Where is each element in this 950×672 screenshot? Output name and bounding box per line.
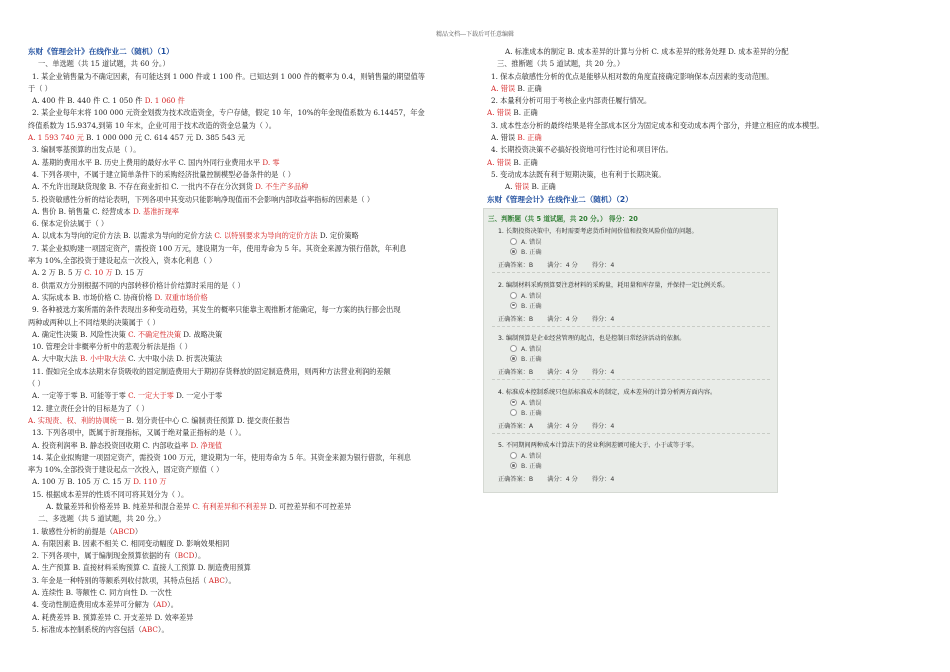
answer-option[interactable] [510,451,541,460]
result-line [498,421,628,430]
result-item: 正确答案：B [498,262,534,269]
line-text: 3. 年金是一种特别的等额系列收付款项，其特点包括（ [32,575,209,585]
line-text: 4. 长期投资决策不必搞好投资地可行性讨论和项目评估。 [491,145,673,155]
result-item: 满分：4 分 [547,369,578,376]
text-line [487,120,907,132]
option-label: B. 正确 [521,409,542,417]
text-line [28,440,468,452]
answer-highlight: D. 基准折现率 [132,206,179,216]
text-line [28,58,468,70]
answer-option[interactable] [510,237,541,246]
text-line [28,599,468,611]
line-text-tail: B. 正确 [529,182,556,192]
answer-highlight: A. 1 593 740 元 [28,133,84,143]
answer-highlight: A. 错误 [487,108,512,118]
answer-highlight: D. 110 万 [133,477,167,487]
line-text: A. 不允许出现缺货现象 B. 不存在商业折扣 C. 一批内不存在分次到货 [32,182,256,192]
answer-highlight: C. 不确定性决策 [128,329,182,339]
answer-highlight: C. 10 万 [84,268,113,278]
radio-icon[interactable] [510,462,517,469]
text-line [487,46,907,58]
text-line [28,194,468,206]
text-line [487,83,907,95]
result-line [498,260,628,269]
answer-highlight: ABCD [113,526,135,536]
text-line [28,575,468,587]
text-line [28,390,468,402]
line-text: A. 实际成本 B. 市场价格 C. 协商价格 [32,292,155,302]
text-line [28,120,468,132]
text-line [28,403,468,415]
question-text: 3. 编制预算是企业经营管理的起点，也是控制日常经济活动的依据。 [498,335,686,342]
text-line [487,107,907,119]
text-line [28,181,468,193]
text-line [487,169,907,181]
text-line [28,513,468,525]
answer-highlight: AD [156,600,168,610]
line-text: 东财《管理会计》在线作业二（随机）（2） [487,194,633,204]
text-line [28,169,468,181]
answer-highlight: C. 一定大于零 [128,391,174,401]
answer-option[interactable] [510,354,542,363]
text-line [28,476,468,488]
line-text: 11. 假如完全成本法期末存货吸收的固定制造费用大于期初存货释放的固定制造费用，则两种方法营业利润的差额 [32,366,391,376]
text-line [28,452,468,464]
text-line [28,526,468,538]
line-text: 4. 下列各项中，不属于建立简单条件下的采购经济批量控制模型必备条件的是（ ） [32,169,295,179]
text-line [487,144,907,156]
line-text-tail: ）。 [194,551,206,561]
answer-highlight: ABC [141,624,158,634]
radio-icon[interactable] [510,238,517,245]
result-line [498,474,628,483]
line-text: 12. 建立责任会计的目标是为了（ ） [32,403,149,413]
result-item: 得分：4 [591,422,615,430]
answer-highlight: A. 错误 [487,157,512,167]
line-text: A. 400 件 B. 440 件 C. 1 050 件 [32,96,145,106]
option-label: A. 错误 [521,292,542,300]
line-text: 二、多选题（共 5 道试题，共 20 分。） [38,514,166,524]
text-line [28,378,468,390]
divider [492,326,770,327]
line-text: 2. 本量利分析可用于考核企业内部责任履行情况。 [491,96,652,106]
option-label: A. 错误 [521,346,542,353]
text-line [28,243,468,255]
text-line [28,562,468,574]
line-text-tail: ） [134,526,143,536]
text-line [487,157,907,169]
answer-highlight: B. 小中取大法 [79,354,126,364]
line-text: 7. 某企业拟购建一项固定资产，需投资 100 万元，建设期为一年，使用寿命为 5 年。其资金来源为银行借款，年利息 [32,243,407,253]
text-line [28,612,468,624]
text-line [28,489,468,501]
line-text: 终值系数为 15.9374,到第 10 年末，企业可用于技术改造的资金总量为（ ）。 [28,120,276,130]
line-text: A. 一定等于零 B. 可能等于零 [32,391,129,401]
result-item: 满分：4 分 [547,422,578,430]
answer-highlight: A. 实现责、权、利的协调统一 [28,415,125,425]
result-item: 满分：4 分 [547,262,578,269]
result-item: 得分：4 [591,369,615,376]
line-text: 14. 某企业拟购建一项固定资产，需投资 100 万元，建设期为一年，使用寿命为 5 年。其资金来源为银行借款，年利息 [32,452,411,462]
text-line [28,624,468,636]
line-text-tail: B. 正确 [515,83,542,93]
text-line [487,58,907,70]
line-text: 3. 成本性态分析的最终结果是将全部成本区分为固定成本和变动成本两个部分，并建立相应的成本模型。 [491,120,824,130]
line-text: 3. 编制零基预算的出发点是（ ）。 [32,145,141,155]
result-item: 得分：4 [591,262,615,269]
line-text: 两种或两种以上不同结果的决策属于（ ） [28,317,160,327]
text-line [28,267,468,279]
answer-option[interactable] [510,301,542,310]
line-text-tail: D. 战略决策 [181,329,223,339]
text-line [28,107,468,119]
radio-icon[interactable] [510,345,517,352]
answer-highlight: ABC [208,575,225,585]
line-text: A. 投资利润率 B. 静态投资回收期 C. 内部收益率 [32,440,191,450]
option-label: A. 错误 [521,239,542,246]
line-text: 2. 某企业每年末将 100 000 元资金划拨为技术改造资金，专户存储，假定 10 年，10%的年金现值系数为 6.14457，年金 [32,108,425,118]
question-text: 5. 不同期间两种成本计算法下的营业利润差额可能大于、小于或等于零。 [498,442,698,449]
option-label: B. 正确 [521,463,542,470]
line-text: A. 数量差异和价格差异 B. 纯差异和混合差异 [46,501,193,511]
text-line [28,341,468,353]
radio-icon[interactable] [510,302,517,309]
result-item: 满分：4 分 [547,476,578,483]
text-line [28,218,468,230]
answer-option[interactable] [510,291,541,300]
result-line [498,314,628,323]
line-text: A. 标准成本的制定 B. 成本差异的计算与分析 C. 成本差异的账务处理 D. 成本差异的分配 [505,47,789,56]
line-text: A. 有限因素 B. 因素不相关 C. 相同变动幅度 D. 影响效果相同 [32,538,230,548]
text-line [28,157,468,169]
text-line [28,280,468,292]
radio-icon[interactable] [510,409,517,416]
answer-highlight: D. 零 [262,157,280,167]
answer-highlight: D. 净现值 [190,440,223,450]
line-text: A. 以成本为导向的定价方法 B. 以需求为导向的定价方法 [32,231,215,241]
line-text-tail: B. 1 000 000 元 C. 614 457 元 D. 385 543 元 [83,133,245,143]
text-line [487,71,907,83]
answer-highlight: A. 错误 [491,83,516,93]
answer-highlight: C. 以特别要求为导向的定价方法 [214,231,318,241]
text-line [28,255,468,267]
divider [492,379,770,380]
text-line [28,464,468,476]
line-text: A. 连续性 B. 等额性 C. 同方向性 D. 一次性 [32,588,172,598]
line-text: 1. 敏感性分析的前提是（ [32,526,114,536]
radio-icon[interactable] [510,452,517,459]
text-line [28,83,468,95]
answer-option[interactable] [510,461,542,470]
line-text: 5. 标准成本控制系统的内容包括（ [32,624,142,634]
question-text: 2. 编制材料采购预算要注意材料的采购量，耗用量和库存量，并保持一定比例关系。 [498,281,729,289]
text-line [28,304,468,316]
option-label: B. 正确 [521,356,542,363]
text-line [28,366,468,378]
answer-option[interactable] [510,247,542,256]
line-text: 一、单选题（共 15 道试题，共 60 分。） [38,59,170,69]
line-text: A. 大中取大法 [32,354,80,364]
question-text: 1. 长期投资决策中，有时需要考虑货币时间价值和投资风险价值的问题。 [498,228,698,235]
line-text-tail: ）。 [224,575,236,585]
exam-result-panel [483,208,778,493]
line-text: （ ） [28,379,45,389]
text-line [28,501,468,513]
line-text-tail: D. 可控差异和不可控差异 [266,501,352,511]
line-text: 6. 保本定价法属于（ ） [32,219,109,229]
line-text: 三、推断题（共 5 道试题，共 20 分。） [497,59,625,69]
option-label: B. 正确 [521,249,542,256]
line-text: 13. 下列各项中，既属于折现指标，又属于绝对量正指标的是（ ）。 [32,428,246,438]
answer-highlight: B. 正确 [517,133,542,143]
line-text-tail: D. 定价策略 [317,231,359,241]
line-text-tail: D. 一定小于零 [173,391,223,401]
radio-icon[interactable] [510,355,517,362]
page-header: 精品文档---下载后可任意编辑 [435,31,515,38]
line-text: 率为 10%,全部投资于建设起点一次投入，固定资产原值（ ） [28,465,224,475]
line-text: 5. 投资敏感性分析的结论表明，下列各项中其变动只能影响净现值而不会影响内部收益率指标的因素是（ ） [32,194,375,204]
line-text: 率为 10%,全部投资于建设起点一次投入，资本化利息（ ） [28,256,217,266]
radio-icon[interactable] [510,248,517,255]
line-text: A. 错误 [491,133,518,143]
line-text: 10. 管理会计非概率分析中的悲观分析法是指（ ） [32,342,192,352]
line-text: A. 2 万 B. 5 万 [32,268,85,278]
line-text: A. 售价 B. 销售量 C. 经营成本 [32,206,133,216]
text-line [28,230,468,242]
line-text: 2. 下列各项中，属于编制现金预算依据的有（ [32,551,178,561]
line-text-tail: ）。 [157,624,169,634]
text-line [28,132,468,144]
result-item: 正确答案：A [498,422,534,430]
section-title [28,46,468,58]
line-text: 5. 变动成本法既有利于短期决策，也有利于长期决策。 [491,169,666,179]
text-line [487,95,907,107]
answer-highlight: C. 有利差异和不利差异 [192,501,267,511]
text-line [28,95,468,107]
divider [492,433,770,434]
line-text-tail: C. 大中取小法 D. 折衷决策法 [125,354,223,364]
line-text: A. 确定性决策 B. 风险性决策 [32,329,129,339]
left-column [28,46,468,636]
text-line [28,538,468,550]
text-line [28,550,468,562]
line-text: 9. 各种被选方案所需的条件表现出多种变动趋势，其发生的概率只能靠主观推断才能确定，每一方案的执行都会出现 [32,305,401,315]
line-text: A. 100 万 B. 105 万 C. 15 万 [32,477,134,487]
result-item: 得分：4 [591,476,615,483]
text-line [28,206,468,218]
line-text: 东财《管理会计》在线作业二（随机）（1） [28,47,174,56]
answer-option[interactable] [510,408,542,417]
answer-highlight: D. 1 060 件 [144,96,185,106]
line-text-tail: B. 正确 [511,108,538,118]
line-text-tail: D. 15 万 [112,268,144,278]
text-line [28,427,468,439]
section-title [487,194,907,206]
radio-icon[interactable] [510,292,517,299]
text-line [28,415,468,427]
option-label: A. 错误 [521,399,542,407]
panel-section-title: 三、判断题（共 5 道试题，共 20 分。） 得分：20 [488,215,638,223]
text-line [487,181,907,193]
result-item: 正确答案：B [498,476,534,483]
result-item: 正确答案：B [498,369,534,376]
answer-option[interactable] [510,344,541,353]
line-text-tail: ）。 [167,600,178,610]
line-text: 4. 变动性制造费用成本差异可分解为（ [32,600,157,610]
option-label: B. 正确 [521,302,542,310]
option-label: A. 错误 [521,453,542,460]
text-line [28,292,468,304]
text-line [28,144,468,156]
line-text: A. 生产预算 B. 直接材料采购预算 C. 直接人工预算 D. 制造费用预算 [32,563,251,573]
question-text: 4. 标准成本控制系统只包括标准成本的制定，成本差异的计算分析两方面内容。 [498,388,717,396]
radio-icon[interactable] [510,399,517,406]
line-text: A. [505,182,515,192]
answer-option[interactable] [510,398,541,407]
line-text: 于（ ） [28,83,52,93]
line-text: A. 耗费差异 B. 预算差异 C. 开支差异 D. 效率差异 [32,612,194,622]
text-line [487,132,907,144]
line-text-tail: B. 划分责任中心 C. 编制责任预算 D. 提交责任报告 [124,415,290,425]
line-text-tail: B. 正确 [511,157,538,167]
divider [492,272,770,273]
answer-highlight: BCD [177,551,195,561]
answer-highlight: 错误 [514,182,530,192]
line-text: 15. 根据成本差异的性质不同可将其划分为（ ）。 [32,489,189,499]
answer-highlight: D. 不生产多品种 [255,182,309,192]
text-line [28,317,468,329]
result-item: 满分：4 分 [547,315,578,323]
line-text: 1. 某企业销售量为不确定因素，有可能达到 1 000 件或 1 100 件。已知达到 1 000 件的概率为 0.4，则销售量的期望值等 [32,71,425,81]
result-line [498,367,628,376]
text-line [28,587,468,599]
text-line [28,353,468,365]
result-item: 正确答案：B [498,315,534,323]
answer-highlight: D. 双重市场价格 [154,292,208,302]
text-line [28,71,468,83]
result-item: 得分：4 [591,315,615,323]
right-column [487,46,907,206]
line-text: 8. 供需双方分别根据不同的内部转移价格计价结算时采用的是（ ） [32,280,245,290]
line-text: A. 基期的费用水平 B. 历史上费用的最好水平 C. 国内外同行业费用水平 [32,157,263,167]
line-text: 1. 保本点敏感性分析的优点是能够从相对数的角度直接确定影响保本点因素的变动范围。 [491,71,774,81]
text-line [28,329,468,341]
